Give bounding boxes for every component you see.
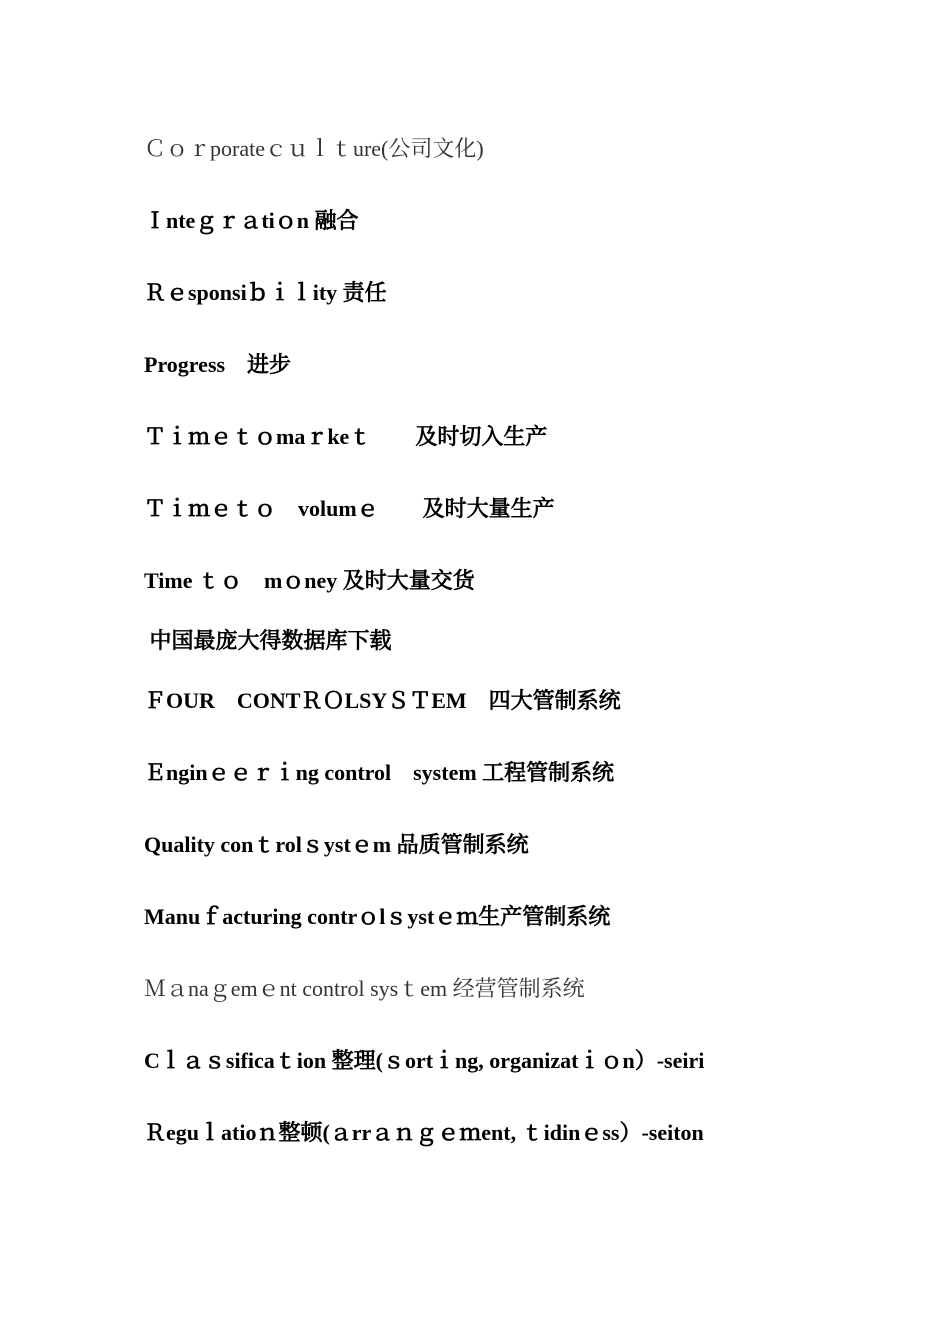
line-quality-control: Quality conｔrolｓystｅm 品质管制系统 <box>144 832 529 857</box>
line-integration: Ｉnteｇｒａtiｏn 融合 <box>144 208 359 233</box>
line-manufacturing-control: Manuｆacturing contrｏlｓystｅｍ生产管制系统 <box>144 904 611 929</box>
line-management-control: Ｍａnaｇemｅnt control sysｔem 经营管制系统 <box>144 976 585 1001</box>
line-time-to-volume: Ｔｉｍｅｔｏ volumｅ 及时大量生产 <box>144 496 555 521</box>
line-time-to-market: Ｔｉｍｅｔｏmaｒkeｔ 及时切入生产 <box>144 424 548 449</box>
line-corporate-culture: Ｃｏｒporateｃｕｌｔure(公司文化) <box>144 136 484 161</box>
line-time-to-money: Time ｔｏ mｏney 及时大量交货 <box>144 568 475 593</box>
line-classification-seiri: Cｌａｓsificaｔion 整理(ｓortｉng, organizatｉｏn）-seiri <box>144 1048 705 1073</box>
line-progress: Progress 进步 <box>144 352 292 377</box>
line-responsibility: Ｒｅsponsiｂｉｌity 责任 <box>144 280 387 305</box>
line-engineering-control: Ｅnginｅｅｒｉng control system 工程管制系统 <box>144 760 615 785</box>
line-four-control-system: ＦOUR CONTＲＯLSYＳＴEM 四大管制系统 <box>144 688 621 713</box>
line-regulation-seiton: Ｒeguｌatioｎ整顿(ａrrａｎｇｅｍent, ｔidinｅss）-seiton <box>144 1120 704 1145</box>
line-database-download: 中国最庞大得数据库下载 <box>144 628 392 653</box>
